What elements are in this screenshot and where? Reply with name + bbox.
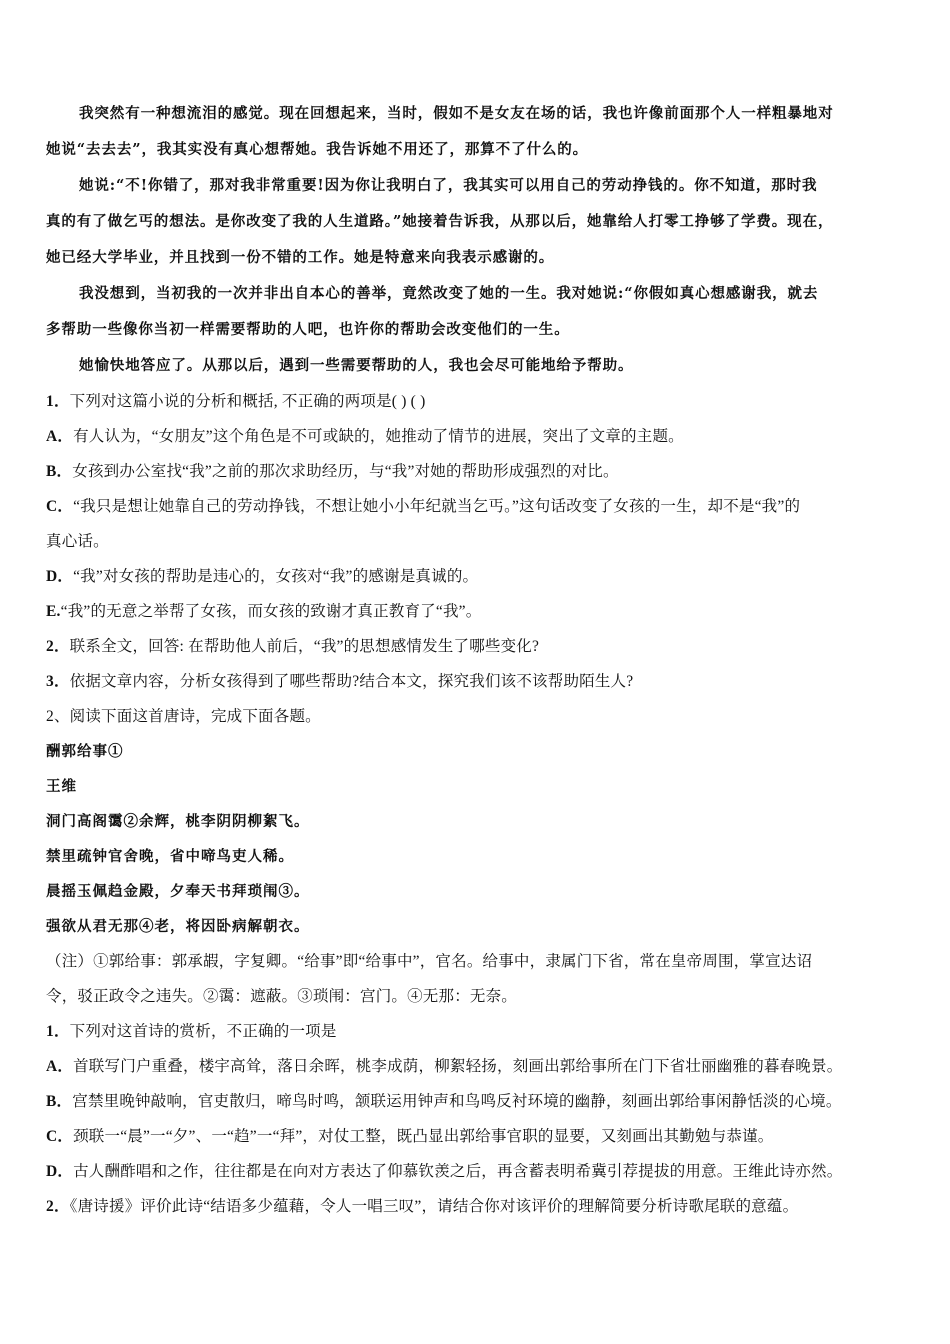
poem-question-2 [46, 1189, 906, 1224]
question-stem [46, 384, 906, 419]
story-paragraph-line: 她愉快地答应了。从那以后，遇到一些需要帮助的人，我也会尽可能地给予帮助。 [79, 357, 634, 374]
poem-author: 王维 [46, 778, 77, 795]
story-paragraph-line: 她说“去去去”，我其实没有真心想帮她。我告诉她不用还了，那算不了什么的。 [46, 141, 589, 158]
option-text: 有人认为，“女朋友”这个角色是不可或缺的，她推动了情节的进展，突出了文章的主题。 [73, 428, 684, 445]
poem-line: 洞门高阁霭②余辉，桃李阴阴柳絮飞。 [46, 813, 310, 830]
poem-line: 禁里疏钟官舍晚，省中啼鸟吏人稀。 [46, 848, 294, 865]
question-number: 2． [46, 1198, 70, 1215]
question-2 [46, 629, 906, 664]
story-paragraph-line: 我没想到，当初我的一次并非出自本心的善举，竟然改变了她的一生。我对她说:“你假如真心想感谢我，就去 [79, 285, 819, 302]
option-label: A． [46, 428, 74, 445]
question-text: 依据文章内容，分析女孩得到了哪些帮助?结合本文，探究我们该不该帮助陌生人? [69, 673, 634, 690]
option-text: 真心话。 [46, 533, 109, 550]
section-heading: 2、阅读下面这首唐诗，完成下面各题。 [46, 708, 321, 725]
story-paragraph-line: 我突然有一种想流泪的感觉。现在回想起来，当时，假如不是女友在场的话，我也许像前面那个人一样粗暴地对 [79, 105, 834, 122]
poem-title: 酬郭给事① [46, 743, 124, 760]
poem [46, 734, 906, 944]
option-label: A． [46, 1058, 74, 1075]
option-label: D． [46, 568, 74, 585]
question-text: 下列对这篇小说的分析和概括, 不正确的两项是( ) ( ) [69, 393, 426, 410]
option-c [46, 489, 906, 524]
option-text: 古人酬酢唱和之作，往往都是在向对方表达了仰慕钦羡之后，再含蓄表明希冀引荐提拔的用意。王维此诗亦然。 [73, 1163, 843, 1180]
story-paragraph-line: 多帮助一些像你当初一样需要帮助的人吧，也许你的帮助会改变他们的一生。 [46, 321, 570, 338]
option-a [46, 419, 906, 454]
question-number: 3． [46, 673, 70, 690]
option-d [46, 1154, 906, 1189]
poem-notes [46, 944, 906, 1014]
option-text: “我”的无意之举帮了女孩，而女孩的致谢才真正教育了“我”。 [60, 603, 482, 620]
option-text: “我只是想让她靠自己的劳动挣钱，不想让她小小年纪就当乞丐。”这句话改变了女孩的一生，却不是“我”的 [73, 498, 801, 515]
option-text: “我”对女孩的帮助是违心的，女孩对“我”的感谢是真诚的。 [73, 568, 479, 585]
option-b [46, 1084, 906, 1119]
note-line: 令，驳正政令之违失。②霭：遮蔽。③琐闱：宫门。④无那：无奈。 [46, 988, 518, 1005]
option-b [46, 454, 906, 489]
option-c [46, 1119, 906, 1154]
option-label: C． [46, 1128, 74, 1145]
poem-question-1 [46, 1014, 906, 1189]
question-number: 1． [46, 393, 70, 410]
question-text: 联系全文，回答: 在帮助他人前后，“我”的思想感情发生了哪些变化? [69, 638, 540, 655]
option-text: 首联写门户重叠，楼宇高耸，落日余晖，桃李成荫，柳絮轻扬，刻画出郭给事所在门下省壮丽幽雅的暮春晚景。 [73, 1058, 843, 1075]
note-line: （注）①郭给事：郭承嘏，字复卿。“给事”即“给事中”，官名。给事中，隶属门下省，常在皇帝周围，掌宣达诏 [46, 953, 813, 970]
question-3 [46, 664, 906, 699]
option-d [46, 559, 906, 594]
story-paragraph-line: 她已经大学毕业，并且找到一份不错的工作。她是特意来向我表示感谢的。 [46, 249, 555, 266]
story-paragraph-line: 她说:“不!你错了，那对我非常重要!因为你让我明白了，我其实可以用自己的劳动挣钱的。你不知道，那时我 [79, 177, 818, 194]
option-a [46, 1049, 906, 1084]
story-paragraph-line: 真的有了做乞丐的想法。是你改变了我的人生道路。”她接着告诉我，从那以后，她靠给人打零工挣够了学费。现在， [46, 213, 834, 230]
poem-line: 晨摇玉佩趋金殿，夕奉天书拜琐闱③。 [46, 883, 310, 900]
option-text: 宫禁里晚钟敲响，官吏散归，啼鸟时鸣，颔联运用钟声和鸟鸣反衬环境的幽静，刻画出郭给事闲静恬淡的心境。 [72, 1093, 842, 1110]
question-text: 《唐诗援》评价此诗“结语多少蕴藉，令人一唱三叹”，请结合你对该评价的理解简要分析诗歌尾联的意蕴。 [69, 1198, 799, 1215]
option-label: C． [46, 498, 74, 515]
option-text: 女孩到办公室找“我”之前的那次求助经历，与“我”对她的帮助形成强烈的对比。 [72, 463, 619, 480]
question-number: 1． [46, 1023, 70, 1040]
option-e [46, 594, 906, 629]
option-label: B． [46, 463, 73, 480]
question-stem [46, 1014, 906, 1049]
option-label: E. [46, 603, 61, 620]
question-number: 2． [46, 638, 70, 655]
option-label: D． [46, 1163, 74, 1180]
option-label: B． [46, 1093, 73, 1110]
story-excerpt [46, 96, 906, 384]
question-1 [46, 384, 906, 629]
poem-line: 强欲从君无那④老，将因卧病解朝衣。 [46, 918, 310, 935]
option-c-continued [46, 524, 906, 559]
document-page [46, 96, 906, 1224]
question-text: 下列对这首诗的赏析，不正确的一项是 [69, 1023, 337, 1040]
option-text: 颈联一“晨”一“夕”、一“趋”一“拜”，对仗工整，既凸显出郭给事官职的显要，又刻画出其勤勉与恭谨。 [73, 1128, 774, 1145]
